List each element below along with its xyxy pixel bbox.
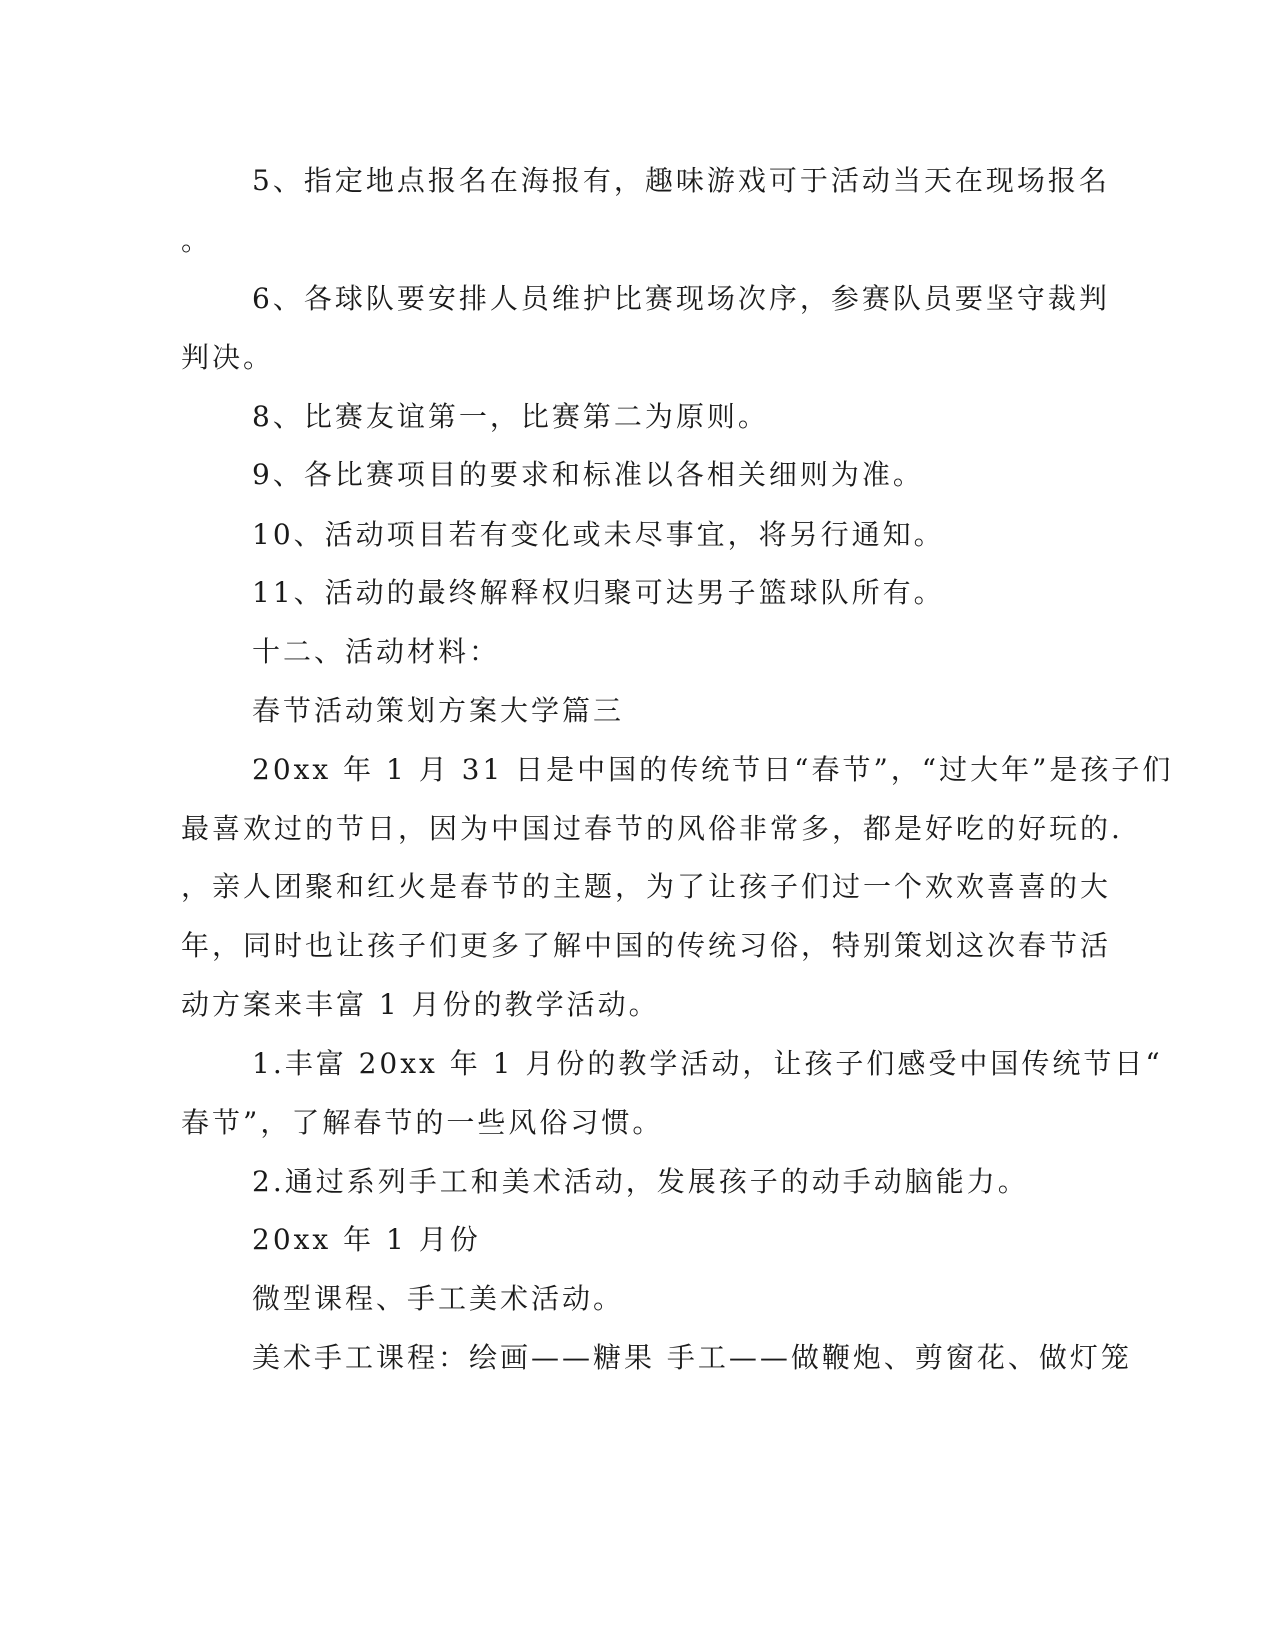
activity-time: 20xx 年 1 月份 bbox=[252, 1223, 481, 1256]
activity-form: 微型课程、手工美术活动。 bbox=[252, 1282, 625, 1315]
intro-paragraph-line-4: 年，同时也让孩子们更多了解中国的传统习俗，特别策划这次春节活 bbox=[181, 929, 1112, 962]
intro-paragraph-line-3: ，亲人团聚和红火是春节的主题，为了让孩子们过一个欢欢喜喜的大 bbox=[181, 870, 1112, 903]
paragraph-item-8: 8、比赛友谊第一，比赛第二为原则。 bbox=[252, 400, 769, 433]
section-heading-materials: 十二、活动材料： bbox=[252, 635, 501, 668]
paragraph-item-5-line-1: 5、指定地点报名在海报有，趣味游戏可于活动当天在现场报名 bbox=[252, 164, 1110, 197]
goal-item-1-line-1: 1.丰富 20xx 年 1 月份的教学活动，让孩子们感受中国传统节日“ bbox=[252, 1047, 1163, 1080]
activity-content: 美术手工课程：绘画——糖果 手工——做鞭炮、剪窗花、做灯笼 bbox=[252, 1341, 1132, 1374]
paragraph-item-11: 11、活动的最终解释权归聚可达男子篮球队所有。 bbox=[252, 576, 945, 609]
paragraph-item-6-line-1: 6、各球队要安排人员维护比赛现场次序，参赛队员要坚守裁判 bbox=[252, 282, 1110, 315]
paragraph-item-9: 9、各比赛项目的要求和标准以各相关细则为准。 bbox=[252, 458, 924, 491]
paragraph-item-6-line-2: 判决。 bbox=[181, 341, 275, 374]
paragraph-item-10: 10、活动项目若有变化或未尽事宜，将另行通知。 bbox=[252, 518, 945, 551]
paragraph-item-5-line-2: 。 bbox=[181, 224, 213, 257]
article-title: 春节活动策划方案大学篇三 bbox=[252, 694, 625, 727]
goal-item-1-line-2: 春节”，了解春节的一些风俗习惯。 bbox=[181, 1106, 664, 1139]
goal-item-2: 2.通过系列手工和美术活动，发展孩子的动手动脑能力。 bbox=[252, 1165, 1029, 1198]
intro-paragraph-line-1: 20xx 年 1 月 31 日是中国的传统节日“春节”，“过大年”是孩子们 bbox=[252, 753, 1174, 786]
intro-paragraph-line-5: 动方案来丰富 1 月份的教学活动。 bbox=[181, 988, 660, 1021]
intro-paragraph-line-2: 最喜欢过的节日，因为中国过春节的风俗非常多，都是好吃的好玩的. bbox=[181, 812, 1123, 845]
